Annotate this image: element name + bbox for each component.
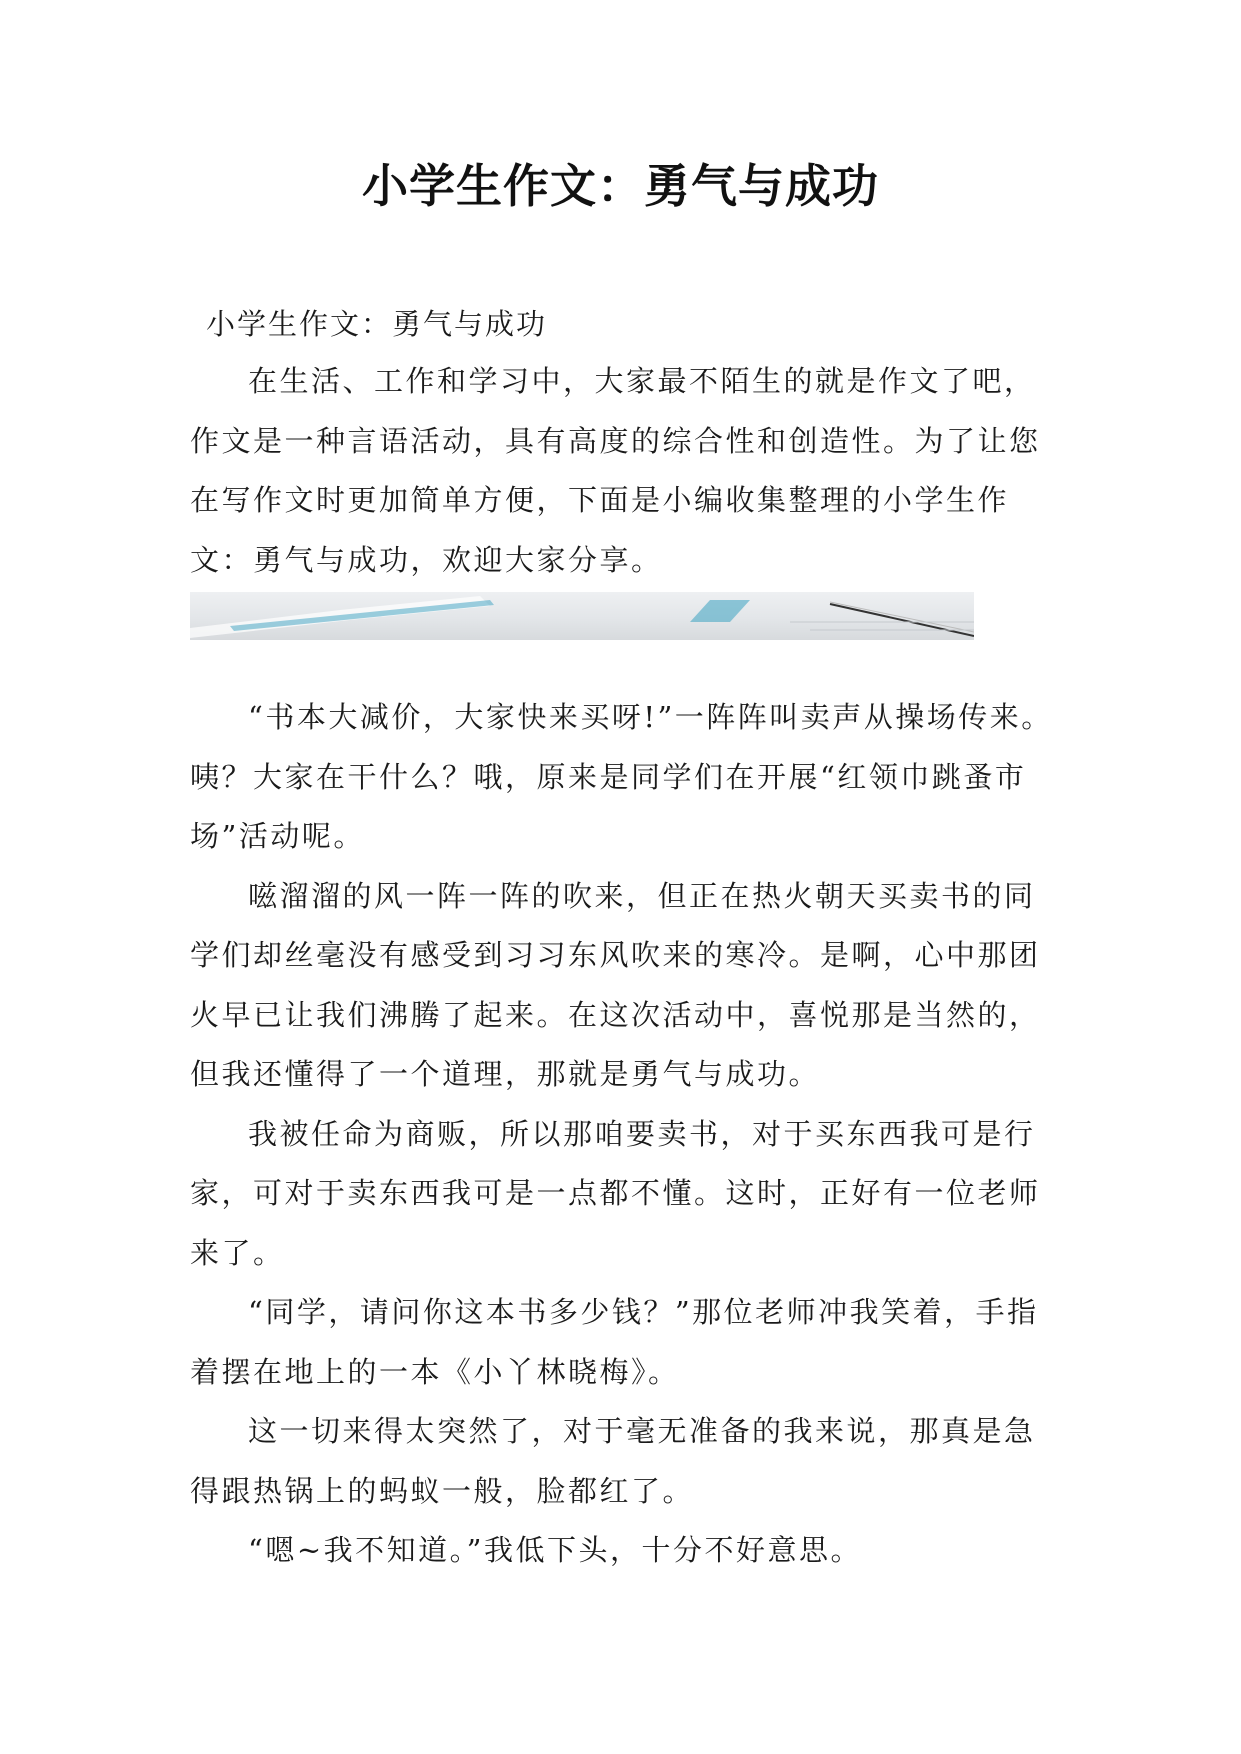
body-paragraph: “嗯~我不知道。”我低下头，十分不好意思。 (248, 1533, 862, 1567)
body-paragraph: 嗞溜溜的风一阵一阵的吹来，但正在热火朝天买卖书的同学们却丝毫没有感受到习习东风吹来的寒冷。是啊，心中那团火早已让我们沸腾了起来。在这次活动中，喜悦那是当然的，但我还懂得了一个道理，那就是勇气与成功。 (190, 878, 1041, 1091)
body-paragraph: “同学，请问你这本书多少钱？”那位老师冲我笑着，手指着摆在地上的一本《小丫林晓梅》。 (190, 1295, 1039, 1389)
banner-graphic (190, 592, 974, 640)
body-paragraph: 这一切来得太突然了，对于毫无准备的我来说，那真是急得跟热锅上的蚂蚁一般，脸都红了。 (190, 1414, 1036, 1508)
intro-paragraph: 在生活、工作和学习中，大家最不陌生的就是作文了吧，作文是一种言语活动，具有高度的综合性和创造性。为了让您在写作文时更加简单方便，下面是小编收集整理的小学生作文：勇气与成功，欢迎大家分享。 (190, 364, 1041, 577)
body-paragraph: 我被任命为商贩，所以那咱要卖书，对于买东西我可是行家，可对于卖东西我可是一点都不懂。这时，正好有一位老师来了。 (190, 1116, 1041, 1270)
document-title: 小学生作文：勇气与成功 (362, 159, 879, 213)
body-paragraph: “书本大减价，大家快来买呀!”一阵阵叫卖声从操场传来。咦？大家在干什么？哦，原来是同学们在开展“红领巾跳蚤市场”活动呢。 (190, 700, 1053, 853)
banner-image (190, 592, 974, 640)
document-subtitle: 小学生作文：勇气与成功 (206, 307, 548, 341)
document-body (190, 296, 1060, 1581)
